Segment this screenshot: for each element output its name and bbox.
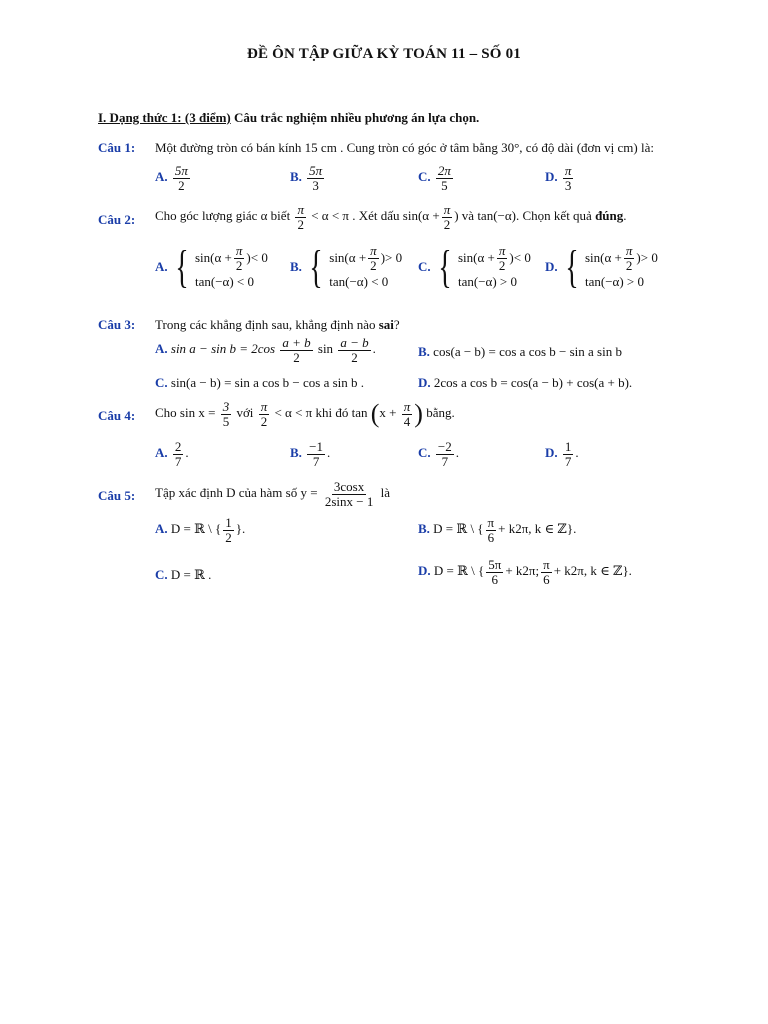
- question-2-text: Cho góc lượng giác α biết $\frac{\pi}{2}$ < α < π . Xét dấu sin(α + $\frac{\pi}{2}$ ) và tan(−α). Chọn kết quả đúng.: [155, 202, 627, 232]
- question-4-text: Cho sin x = $\frac{3}{5}$ với $\frac{\pi}{2}$ < α < π khi đó tan (x + $\frac{\pi}{4}$ ) bằng.: [155, 399, 455, 429]
- q5-option-b[interactable]: B. D = ℝ \ { $\frac{\pi}{6}$ + k2π, k ∈ ℤ}.: [418, 515, 577, 545]
- section-label: I. Dạng thức 1: (3 điểm): [98, 110, 231, 125]
- q5-option-c[interactable]: C. D = ℝ .: [155, 567, 212, 582]
- q4-option-d[interactable]: D. $\frac{1}{7}$ .: [545, 439, 579, 469]
- q4-option-c[interactable]: C. $\frac{-2}{7}$ .: [418, 439, 459, 469]
- section-heading: [98, 110, 479, 126]
- q3-option-a[interactable]: A. sin a − sin b = 2cos $\frac{a + b}{2}$ sin $\frac{a - b}{2}$ .: [155, 335, 376, 365]
- question-3-label: Câu 3:: [98, 317, 136, 332]
- q1-option-a[interactable]: A. $\frac{5\pi}{2}$: [155, 163, 188, 193]
- question-5-text: Tập xác định D của hàm số y = $\frac{3\cos x}{2\sin x - 1}$ là: [155, 479, 390, 509]
- q5-option-a[interactable]: A. D = ℝ \ { $\frac{1}{2}$ }.: [155, 515, 246, 545]
- q1-option-b[interactable]: B. $\frac{5\pi}{3}$: [290, 163, 323, 193]
- q3-option-c[interactable]: C. sin(a − b) = sin a cos b − cos a sin b .: [155, 375, 365, 390]
- section-text: Câu trắc nghiệm nhiều phương án lựa chọn.: [234, 110, 480, 125]
- q4-option-b[interactable]: B. $\frac{-1}{7}$ .: [290, 439, 331, 469]
- q3-option-b[interactable]: B. cos(a − b) = cos a cos b − sin a sin b: [418, 344, 622, 359]
- question-1-text: Một đường tròn có bán kính 15 cm . Cung tròn có góc ở tâm bằng 30°, có độ dài (đơn vị cm) là:: [155, 140, 654, 155]
- q4-option-a[interactable]: A. $\frac{2}{7}$ .: [155, 439, 189, 469]
- question-5-label: Câu 5:: [98, 488, 136, 503]
- question-1-label: Câu 1:: [98, 140, 136, 155]
- page-title: ĐỀ ÔN TẬP GIỮA KỲ TOÁN 11 – SỐ 01: [246, 46, 521, 62]
- q1-option-d[interactable]: D. $\frac{\pi}{3}$: [545, 163, 572, 193]
- q2-option-a[interactable]: A. { sin(α + $\frac{\pi}{2}$ ) < 0 tan(−α) < 0: [155, 241, 268, 293]
- q2-option-b[interactable]: B. { sin(α + $\frac{\pi}{2}$ ) > 0 tan(−α) < 0: [290, 241, 403, 293]
- q2-option-d[interactable]: D. { sin(α + $\frac{\pi}{2}$ ) > 0 tan(−α) > 0: [545, 241, 658, 293]
- q3-option-d[interactable]: D. 2cos a cos b = cos(a − b) + cos(a + b).: [418, 375, 633, 390]
- question-2-label: Câu 2:: [98, 212, 136, 227]
- question-4-label: Câu 4:: [98, 408, 136, 423]
- q1-option-c[interactable]: C. $\frac{2\pi}{5}$: [418, 163, 451, 193]
- q5-option-d[interactable]: D. D = ℝ \ { $\frac{5\pi}{6}$ + k2π; $\frac{\pi}{6}$ + k2π, k ∈ ℤ}.: [418, 557, 632, 587]
- question-3-text: Trong các khẳng định sau, khẳng định nào sai?: [155, 317, 400, 332]
- q2-option-c[interactable]: C. { sin(α + $\frac{\pi}{2}$ ) < 0 tan(−α) > 0: [418, 241, 531, 293]
